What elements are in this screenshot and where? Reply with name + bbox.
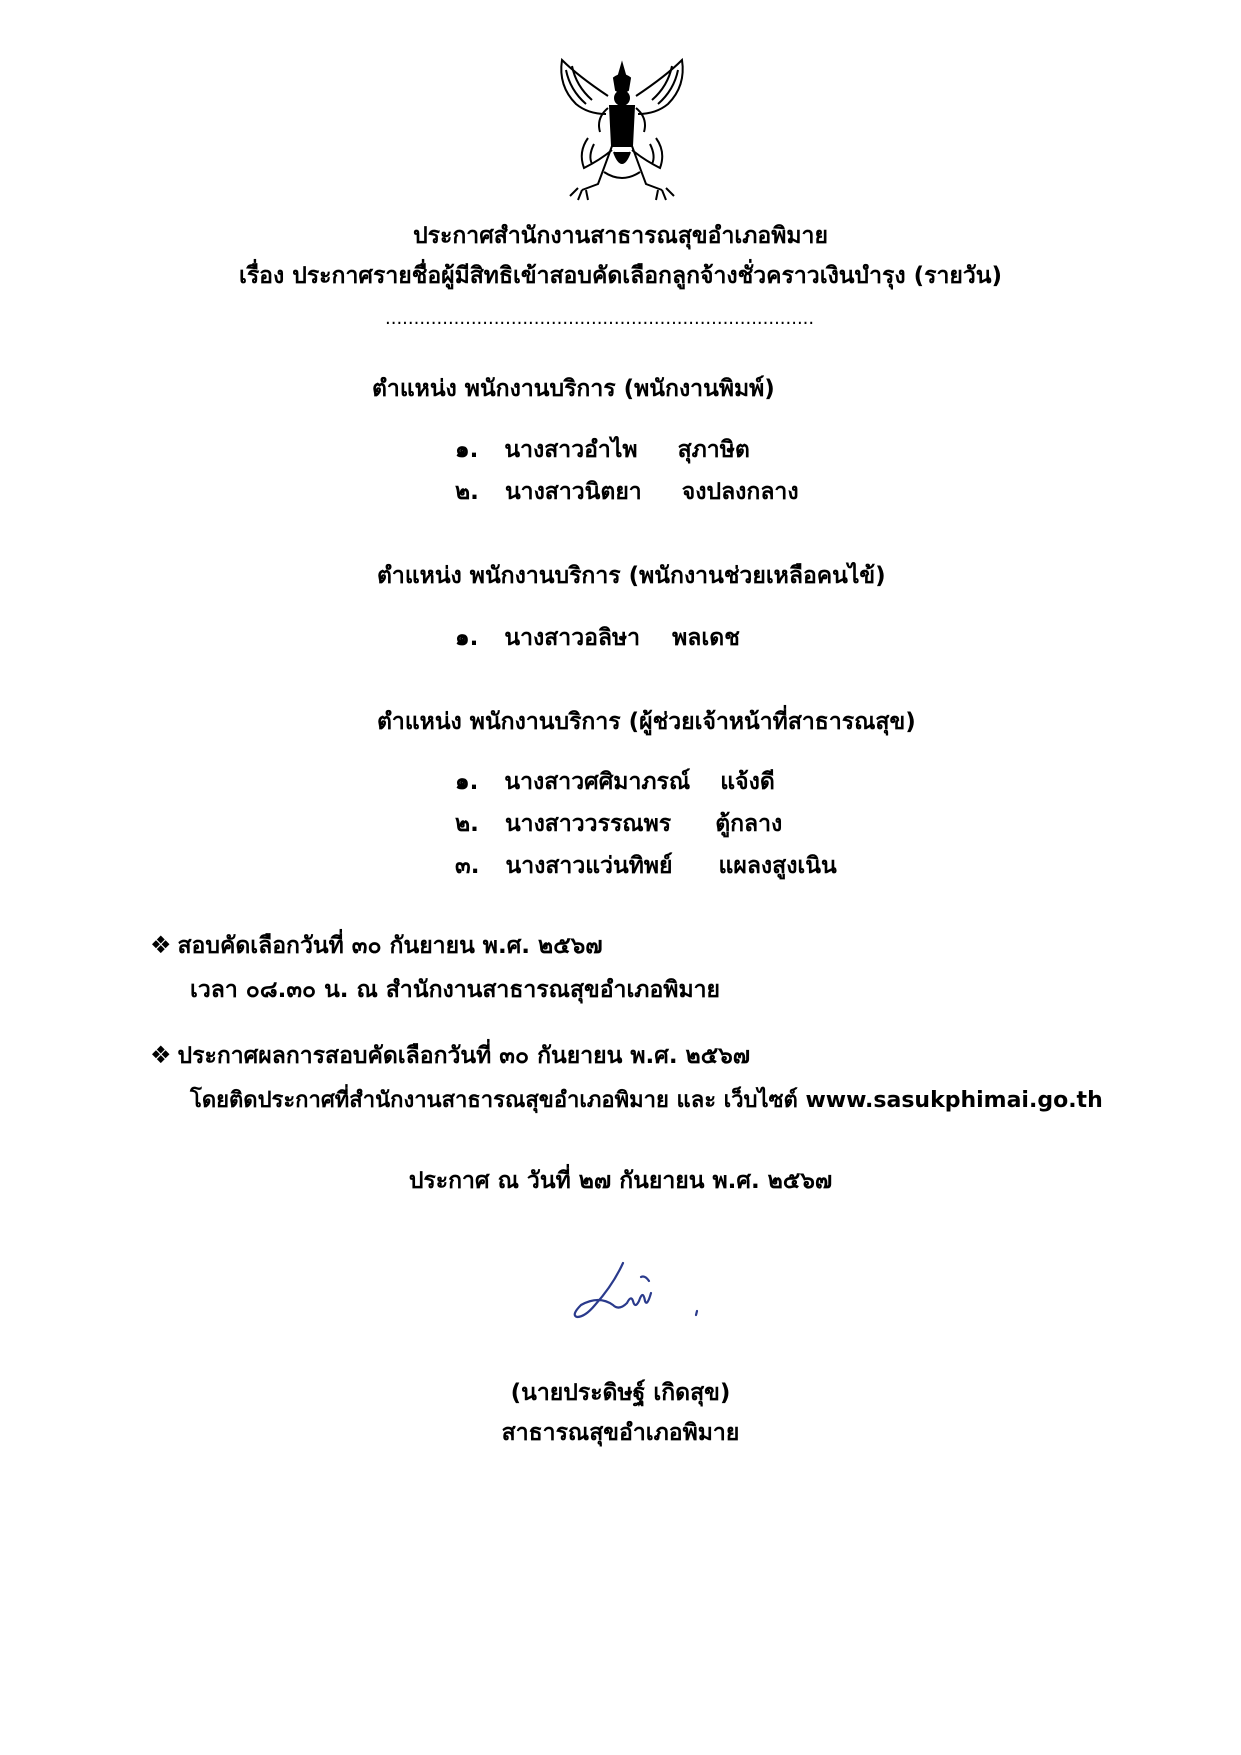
header-separator: ........................................................................... bbox=[385, 308, 815, 329]
candidate-number: ๓. bbox=[455, 853, 480, 879]
candidate-surname: ตู้กลาง bbox=[715, 811, 783, 837]
candidate-row bbox=[455, 474, 799, 510]
candidate-number: ๑. bbox=[455, 625, 479, 651]
signatory-name: (นายประดิษฐ์ เกิดสุข) bbox=[510, 1380, 731, 1406]
candidate-row bbox=[455, 764, 775, 800]
announce-date: ประกาศ ณ วันที่ ๒๗ กันยายน พ.ศ. ๒๕๖๗ bbox=[408, 1168, 833, 1194]
candidate-row bbox=[455, 620, 740, 656]
announcement-title: ประกาศสำนักงานสาธารณสุขอำเภอพิมาย bbox=[413, 223, 828, 249]
candidate-surname: แจ้งดี bbox=[720, 769, 775, 795]
candidate-name: นางสาวศศิมาภรณ์ bbox=[504, 769, 691, 795]
candidate-name: นางสาวอลิษา bbox=[504, 625, 641, 651]
signatory-title: สาธารณสุขอำเภอพิมาย bbox=[501, 1420, 740, 1446]
candidate-name: นางสาวอำไพ bbox=[504, 437, 638, 463]
candidate-row bbox=[455, 848, 837, 884]
four-diamond-bullet-icon: ❖ bbox=[150, 1041, 172, 1069]
candidate-number: ๒. bbox=[455, 479, 479, 505]
candidate-name: นางสาวแว่นทิพย์ bbox=[505, 853, 673, 879]
candidate-surname: พลเดช bbox=[672, 625, 740, 651]
note-text: สอบคัดเลือกวันที่ ๓๐ กันยายน พ.ศ. ๒๕๖๗ bbox=[177, 933, 603, 959]
position-title: ตำแหน่ง พนักงานบริการ (พนักงานพิมพ์) bbox=[372, 376, 775, 402]
position-title: ตำแหน่ง พนักงานบริการ (ผู้ช่วยเจ้าหน้าที่สาธารณสุข) bbox=[377, 709, 916, 735]
candidate-surname: แผลงสูงเนิน bbox=[718, 853, 837, 879]
candidate-number: ๒. bbox=[455, 811, 479, 837]
candidate-surname: จงปลงกลาง bbox=[681, 479, 799, 505]
candidate-name: นางสาววรรณพร bbox=[504, 811, 672, 837]
note-text: ประกาศผลการสอบคัดเลือกวันที่ ๓๐ กันยายน พ.ศ. ๒๕๖๗ bbox=[177, 1043, 751, 1069]
four-diamond-bullet-icon: ❖ bbox=[150, 931, 172, 959]
candidate-row bbox=[455, 432, 750, 468]
handwritten-signature bbox=[565, 1255, 725, 1335]
garuda-emblem-icon bbox=[548, 56, 696, 206]
announcement-subject: เรื่อง ประกาศรายชื่อผู้มีสิทธิเข้าสอบคัดเลือกลูกจ้างชั่วคราวเงินบำรุง (รายวัน) bbox=[238, 263, 1003, 289]
candidate-name: นางสาวนิตยา bbox=[504, 479, 642, 505]
exam-date-note bbox=[150, 928, 603, 964]
result-date-note bbox=[150, 1038, 750, 1074]
candidate-row bbox=[455, 806, 782, 842]
note-text: โดยติดประกาศที่สำนักงานสาธารณสุขอำเภอพิมาย และ เว็บไซต์ www.sasukphimai.go.th bbox=[190, 1088, 1103, 1113]
position-title: ตำแหน่ง พนักงานบริการ (พนักงานช่วยเหลือคนไข้) bbox=[377, 563, 886, 589]
candidate-number: ๑. bbox=[455, 437, 479, 463]
candidate-number: ๑. bbox=[455, 769, 479, 795]
candidate-surname: สุภาษิต bbox=[677, 437, 750, 463]
note-text: เวลา ๐๘.๓๐ น. ณ สำนักงานสาธารณสุขอำเภอพิมาย bbox=[190, 977, 720, 1003]
